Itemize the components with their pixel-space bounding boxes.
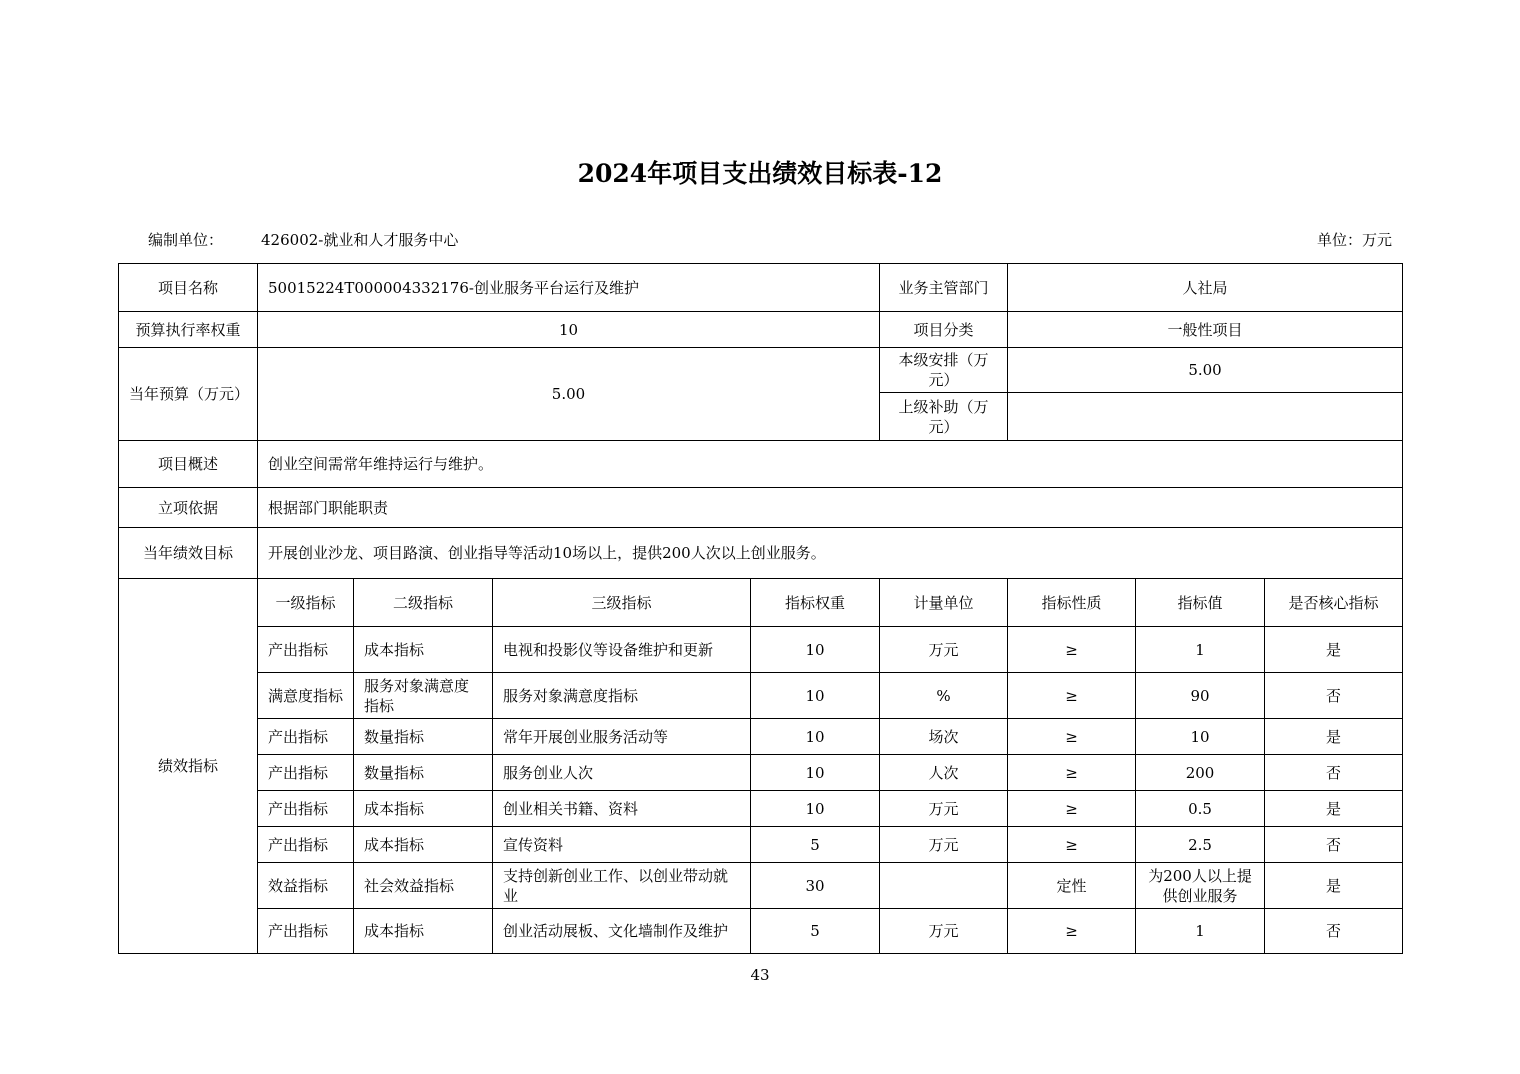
- project-name-label: 项目名称: [119, 264, 258, 312]
- overview-value: 创业空间需常年维持运行与维护。: [258, 441, 1403, 488]
- cell-level3: 服务对象满意度指标: [493, 673, 751, 719]
- cell-core: 否: [1265, 673, 1403, 719]
- cell-core: 是: [1265, 719, 1403, 755]
- cell-unit: 万元: [880, 827, 1008, 863]
- budget-weight-value: 10: [258, 312, 880, 348]
- cell-unit: 场次: [880, 719, 1008, 755]
- compiling-unit-value: 426002-就业和人才服务中心: [261, 231, 459, 249]
- table-row: [119, 827, 1403, 863]
- cell-core: 是: [1265, 791, 1403, 827]
- cell-nature: ≥: [1008, 791, 1136, 827]
- cell-level3: 创业活动展板、文化墙制作及维护: [493, 909, 751, 954]
- header-core: 是否核心指标: [1265, 579, 1403, 627]
- dept-label: 业务主管部门: [880, 264, 1008, 312]
- cell-level2: 数量指标: [354, 755, 493, 791]
- header-weight: 指标权重: [751, 579, 880, 627]
- cell-level3: 电视和投影仪等设备维护和更新: [493, 627, 751, 673]
- local-budget-value: 5.00: [1008, 348, 1403, 393]
- annual-goal-label: 当年绩效目标: [119, 528, 258, 579]
- table-row: [119, 627, 1403, 673]
- dept-value: 人社局: [1008, 264, 1403, 312]
- local-budget-label: 本级安排（万元）: [880, 348, 1008, 393]
- cell-level1: 产出指标: [258, 909, 354, 954]
- cell-level2: 社会效益指标: [354, 863, 493, 909]
- basis-label: 立项依据: [119, 488, 258, 528]
- upper-subsidy-value: [1008, 393, 1403, 441]
- compiling-unit: [148, 229, 458, 250]
- cell-unit: 万元: [880, 791, 1008, 827]
- table-row: [119, 791, 1403, 827]
- cell-weight: 10: [751, 755, 880, 791]
- cell-value: 1: [1136, 627, 1265, 673]
- cell-unit: %: [880, 673, 1008, 719]
- overview-label: 项目概述: [119, 441, 258, 488]
- table-row: [119, 719, 1403, 755]
- cell-level1: 产出指标: [258, 719, 354, 755]
- cell-nature: ≥: [1008, 627, 1136, 673]
- annual-budget-value: 5.00: [258, 348, 880, 441]
- cell-weight: 5: [751, 827, 880, 863]
- cell-unit: [880, 863, 1008, 909]
- cell-weight: 10: [751, 627, 880, 673]
- cell-value: 200: [1136, 755, 1265, 791]
- table-row: [119, 673, 1403, 719]
- cell-weight: 10: [751, 791, 880, 827]
- table-row: [119, 909, 1403, 954]
- currency-unit: 单位：万元: [1316, 231, 1392, 249]
- cell-level1: 效益指标: [258, 863, 354, 909]
- category-value: 一般性项目: [1008, 312, 1403, 348]
- cell-level1: 产出指标: [258, 627, 354, 673]
- upper-subsidy-label: 上级补助（万元）: [880, 393, 1008, 441]
- header-level3: 三级指标: [493, 579, 751, 627]
- cell-core: 否: [1265, 827, 1403, 863]
- cell-nature: ≥: [1008, 673, 1136, 719]
- header-level1: 一级指标: [258, 579, 354, 627]
- cell-level2: 成本指标: [354, 909, 493, 954]
- cell-level2: 数量指标: [354, 719, 493, 755]
- budget-weight-label: 预算执行率权重: [119, 312, 258, 348]
- page-number: 43: [750, 966, 770, 984]
- annual-budget-label: 当年预算（万元）: [119, 348, 258, 441]
- cell-nature: ≥: [1008, 909, 1136, 954]
- cell-level1: 产出指标: [258, 791, 354, 827]
- cell-weight: 10: [751, 719, 880, 755]
- cell-core: 是: [1265, 627, 1403, 673]
- header-level2: 二级指标: [354, 579, 493, 627]
- indicators-section-label: 绩效指标: [119, 579, 258, 954]
- basis-value: 根据部门职能职责: [258, 488, 1403, 528]
- cell-value: 0.5: [1136, 791, 1265, 827]
- table-row: [119, 863, 1403, 909]
- cell-value: 为200人以上提供创业服务: [1136, 863, 1265, 909]
- cell-core: 否: [1265, 909, 1403, 954]
- cell-value: 1: [1136, 909, 1265, 954]
- cell-level1: 满意度指标: [258, 673, 354, 719]
- cell-value: 2.5: [1136, 827, 1265, 863]
- header-unit: 计量单位: [880, 579, 1008, 627]
- cell-unit: 人次: [880, 755, 1008, 791]
- cell-value: 90: [1136, 673, 1265, 719]
- cell-level3: 支持创新创业工作、以创业带动就业: [493, 863, 751, 909]
- cell-level3: 创业相关书籍、资料: [493, 791, 751, 827]
- cell-level2: 成本指标: [354, 791, 493, 827]
- cell-level3: 宣传资料: [493, 827, 751, 863]
- annual-goal-value: 开展创业沙龙、项目路演、创业指导等活动10场以上，提供200人次以上创业服务。: [258, 528, 1403, 579]
- cell-level3: 服务创业人次: [493, 755, 751, 791]
- project-name-value: 50015224T000004332176-创业服务平台运行及维护: [258, 264, 880, 312]
- performance-target-table: [118, 263, 1403, 954]
- page-title: 2024年项目支出绩效目标表-12: [577, 159, 943, 188]
- cell-weight: 30: [751, 863, 880, 909]
- cell-nature: ≥: [1008, 827, 1136, 863]
- cell-weight: 5: [751, 909, 880, 954]
- cell-level2: 服务对象满意度指标: [354, 673, 493, 719]
- cell-level3: 常年开展创业服务活动等: [493, 719, 751, 755]
- cell-core: 是: [1265, 863, 1403, 909]
- cell-level2: 成本指标: [354, 627, 493, 673]
- cell-nature: 定性: [1008, 863, 1136, 909]
- table-row: [119, 755, 1403, 791]
- header-value: 指标值: [1136, 579, 1265, 627]
- cell-level2: 成本指标: [354, 827, 493, 863]
- cell-level1: 产出指标: [258, 755, 354, 791]
- category-label: 项目分类: [880, 312, 1008, 348]
- cell-nature: ≥: [1008, 719, 1136, 755]
- cell-weight: 10: [751, 673, 880, 719]
- cell-value: 10: [1136, 719, 1265, 755]
- cell-level1: 产出指标: [258, 827, 354, 863]
- cell-unit: 万元: [880, 909, 1008, 954]
- header-nature: 指标性质: [1008, 579, 1136, 627]
- cell-core: 否: [1265, 755, 1403, 791]
- cell-unit: 万元: [880, 627, 1008, 673]
- compiling-unit-label: 编制单位：: [148, 231, 224, 249]
- cell-nature: ≥: [1008, 755, 1136, 791]
